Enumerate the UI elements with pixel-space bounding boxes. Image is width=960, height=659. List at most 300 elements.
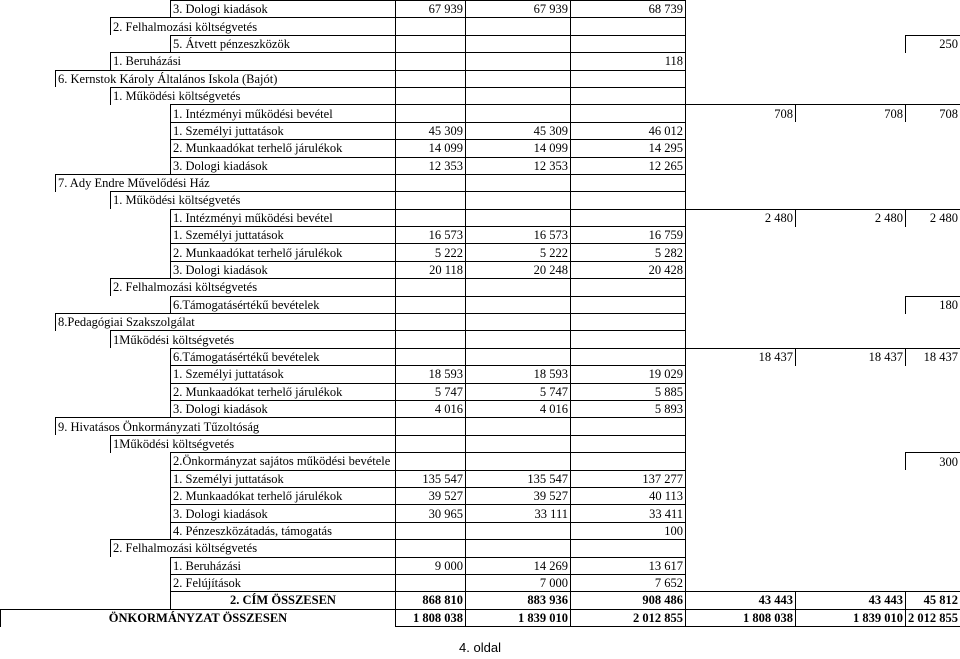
value-cell-col6: [906, 418, 960, 435]
value-cell-col1: [396, 540, 466, 557]
value-cell-col6: [906, 1, 960, 18]
value-cell-col5: [796, 366, 906, 383]
value-cell-col5: [796, 35, 906, 52]
table-row: [1, 453, 960, 470]
value-cell-col4: [686, 470, 796, 487]
table-row: [1, 557, 960, 574]
value-cell-col1: 30 965: [396, 505, 466, 522]
value-cell-col3: 118: [571, 53, 686, 70]
table-row: [1, 105, 960, 122]
value-cell-col3: 100: [571, 522, 686, 539]
value-cell-col1: [396, 348, 466, 365]
value-cell-col6: 2 480: [906, 209, 960, 226]
value-cell-col1: [396, 314, 466, 331]
indent-cell: [56, 227, 111, 244]
value-cell-col2: 7 000: [466, 574, 571, 591]
value-cell-col5: [796, 244, 906, 261]
value-cell-col3: 908 486: [571, 592, 686, 609]
row-label: 4. Pénzeszközátadás, támogatás: [171, 522, 396, 539]
value-cell-col3: [571, 418, 686, 435]
value-cell-col3: 20 428: [571, 261, 686, 278]
value-cell-col3: [571, 435, 686, 452]
indent-cell: [56, 53, 111, 70]
value-cell-col5: 43 443: [796, 592, 906, 609]
value-cell-col1: 4 016: [396, 400, 466, 417]
value-cell-col4: 18 437: [686, 348, 796, 365]
value-cell-col6: 2 012 855: [906, 609, 960, 626]
value-cell-col3: 12 265: [571, 157, 686, 174]
value-cell-col2: 4 016: [466, 400, 571, 417]
value-cell-col2: 135 547: [466, 470, 571, 487]
row-label: 2. Munkaadókat terhelő járulékok: [171, 383, 396, 400]
value-cell-col4: [686, 574, 796, 591]
value-cell-col3: 33 411: [571, 505, 686, 522]
indent-cell: [1, 53, 56, 70]
value-cell-col2: 67 939: [466, 1, 571, 18]
value-cell-col3: 13 617: [571, 557, 686, 574]
indent-cell: [1, 209, 56, 226]
value-cell-col6: [906, 244, 960, 261]
value-cell-col1: 16 573: [396, 227, 466, 244]
indent-cell: [111, 487, 171, 504]
indent-cell: [1, 540, 56, 557]
value-cell-col5: [796, 557, 906, 574]
value-cell-col1: [396, 453, 466, 470]
value-cell-col3: 5 282: [571, 244, 686, 261]
value-cell-col4: [686, 400, 796, 417]
row-label: 2. Munkaadókat terhelő járulékok: [171, 244, 396, 261]
indent-cell: [1, 279, 56, 296]
value-cell-col3: [571, 192, 686, 209]
row-label: 8.Pedagógiai Szakszolgálat: [56, 314, 396, 331]
row-label: 1Működési költségvetés: [111, 331, 396, 348]
value-cell-col1: [396, 53, 466, 70]
table-row: [1, 1, 960, 18]
indent-cell: [1, 157, 56, 174]
table-row: [1, 87, 960, 104]
value-cell-col4: 708: [686, 105, 796, 122]
value-cell-col4: [686, 557, 796, 574]
value-cell-col2: 14 269: [466, 557, 571, 574]
indent-cell: [56, 383, 111, 400]
indent-cell: [1, 557, 56, 574]
value-cell-col2: 1 839 010: [466, 609, 571, 626]
indent-cell: [56, 574, 111, 591]
value-cell-col2: [466, 53, 571, 70]
indent-cell: [1, 348, 56, 365]
row-label: 1. Működési költségvetés: [111, 87, 396, 104]
value-cell-col1: [396, 435, 466, 452]
value-cell-col6: [906, 487, 960, 504]
value-cell-col5: [796, 331, 906, 348]
indent-cell: [111, 157, 171, 174]
indent-cell: [111, 557, 171, 574]
indent-cell: [56, 35, 111, 52]
indent-cell: [1, 174, 56, 191]
value-cell-col4: [686, 53, 796, 70]
value-cell-col2: [466, 331, 571, 348]
indent-cell: [56, 157, 111, 174]
value-cell-col4: [686, 383, 796, 400]
value-cell-col2: [466, 105, 571, 122]
value-cell-col2: [466, 18, 571, 35]
value-cell-col2: [466, 435, 571, 452]
indent-cell: [111, 35, 171, 52]
value-cell-col5: [796, 453, 906, 470]
value-cell-col2: 5 747: [466, 383, 571, 400]
value-cell-col4: [686, 227, 796, 244]
value-cell-col4: [686, 70, 796, 87]
value-cell-col2: [466, 209, 571, 226]
row-label: 2.Önkormányzat sajátos működési bevétele: [171, 453, 396, 470]
indent-cell: [111, 505, 171, 522]
value-cell-col2: [466, 348, 571, 365]
table-row: [1, 400, 960, 417]
table-row: [1, 18, 960, 35]
row-label: 7. Ady Endre Művelődési Ház: [56, 174, 396, 191]
indent-cell: [56, 505, 111, 522]
row-label: 1. Személyi juttatások: [171, 227, 396, 244]
indent-cell: [56, 105, 111, 122]
value-cell-col1: 135 547: [396, 470, 466, 487]
indent-cell: [56, 87, 111, 104]
row-label: 2. Felújítások: [171, 574, 396, 591]
value-cell-col6: 45 812: [906, 592, 960, 609]
value-cell-col1: 5 222: [396, 244, 466, 261]
value-cell-col5: [796, 192, 906, 209]
value-cell-col3: 19 029: [571, 366, 686, 383]
value-cell-col5: 18 437: [796, 348, 906, 365]
indent-cell: [1, 505, 56, 522]
value-cell-col4: [686, 140, 796, 157]
value-cell-col2: [466, 522, 571, 539]
table-row: [1, 261, 960, 278]
value-cell-col1: [396, 418, 466, 435]
indent-cell: [1, 261, 56, 278]
table-row: [1, 70, 960, 87]
value-cell-col2: 883 936: [466, 592, 571, 609]
indent-cell: [1, 400, 56, 417]
table-row: [1, 505, 960, 522]
page-number: 4. oldal: [459, 640, 501, 655]
table-row: [1, 487, 960, 504]
value-cell-col6: 708: [906, 105, 960, 122]
value-cell-col5: 2 480: [796, 209, 906, 226]
value-cell-col6: [906, 53, 960, 70]
indent-cell: [1, 592, 56, 609]
indent-cell: [111, 209, 171, 226]
table-row: [1, 279, 960, 296]
value-cell-col5: [796, 522, 906, 539]
value-cell-col3: [571, 35, 686, 52]
value-cell-col4: [686, 192, 796, 209]
value-cell-col6: 180: [906, 296, 960, 313]
row-label: 2. Felhalmozási költségvetés: [111, 540, 396, 557]
value-cell-col5: [796, 122, 906, 139]
value-cell-col2: [466, 87, 571, 104]
value-cell-col5: [796, 18, 906, 35]
value-cell-col5: [796, 53, 906, 70]
indent-cell: [56, 244, 111, 261]
indent-cell: [111, 592, 171, 609]
indent-cell: [111, 574, 171, 591]
value-cell-col1: 12 353: [396, 157, 466, 174]
indent-cell: [1, 366, 56, 383]
value-cell-col3: 14 295: [571, 140, 686, 157]
value-cell-col3: [571, 453, 686, 470]
indent-cell: [56, 348, 111, 365]
table-row: [1, 470, 960, 487]
value-cell-col3: 16 759: [571, 227, 686, 244]
value-cell-col4: [686, 540, 796, 557]
indent-cell: [56, 279, 111, 296]
value-cell-col3: [571, 314, 686, 331]
value-cell-col3: [571, 296, 686, 313]
value-cell-col5: 708: [796, 105, 906, 122]
indent-cell: [56, 592, 111, 609]
value-cell-col6: [906, 261, 960, 278]
value-cell-col5: [796, 418, 906, 435]
value-cell-col4: [686, 505, 796, 522]
value-cell-col1: 67 939: [396, 1, 466, 18]
indent-cell: [111, 140, 171, 157]
value-cell-col5: [796, 70, 906, 87]
table-row: [1, 366, 960, 383]
indent-cell: [56, 435, 111, 452]
table-row: [1, 140, 960, 157]
row-label: 6.Támogatásértékű bevételek: [171, 296, 396, 313]
value-cell-col1: 39 527: [396, 487, 466, 504]
value-cell-col1: [396, 35, 466, 52]
total-row: [1, 609, 960, 626]
value-cell-col6: [906, 435, 960, 452]
value-cell-col2: [466, 540, 571, 557]
value-cell-col5: [796, 470, 906, 487]
indent-cell: [1, 435, 56, 452]
value-cell-col6: 18 437: [906, 348, 960, 365]
value-cell-col4: [686, 35, 796, 52]
value-cell-col3: 2 012 855: [571, 609, 686, 626]
total-row: [1, 592, 960, 609]
value-cell-col3: 40 113: [571, 487, 686, 504]
value-cell-col6: [906, 227, 960, 244]
value-cell-col5: [796, 400, 906, 417]
value-cell-col4: [686, 174, 796, 191]
value-cell-col4: [686, 244, 796, 261]
indent-cell: [56, 209, 111, 226]
value-cell-col3: [571, 174, 686, 191]
indent-cell: [1, 105, 56, 122]
value-cell-col4: [686, 1, 796, 18]
indent-cell: [56, 400, 111, 417]
indent-cell: [56, 557, 111, 574]
indent-cell: [111, 261, 171, 278]
value-cell-col6: [906, 540, 960, 557]
indent-cell: [111, 122, 171, 139]
row-label: 9. Hivatásos Önkormányzati Tűzoltóság: [56, 418, 396, 435]
row-label: 1. Intézményi működési bevétel: [171, 209, 396, 226]
value-cell-col2: 39 527: [466, 487, 571, 504]
value-cell-col4: [686, 87, 796, 104]
value-cell-col4: [686, 296, 796, 313]
value-cell-col4: [686, 522, 796, 539]
value-cell-col2: 12 353: [466, 157, 571, 174]
value-cell-col3: [571, 18, 686, 35]
indent-cell: [56, 487, 111, 504]
indent-cell: [1, 122, 56, 139]
value-cell-col6: [906, 522, 960, 539]
indent-cell: [111, 348, 171, 365]
table-row: [1, 383, 960, 400]
value-cell-col4: [686, 18, 796, 35]
value-cell-col5: [796, 157, 906, 174]
value-cell-col4: [686, 261, 796, 278]
indent-cell: [56, 192, 111, 209]
value-cell-col2: [466, 192, 571, 209]
value-cell-col4: [686, 453, 796, 470]
row-label: 2. CÍM ÖSSZESEN: [171, 592, 396, 609]
row-label: 2. Felhalmozási költségvetés: [111, 18, 396, 35]
indent-cell: [1, 453, 56, 470]
row-label: 1. Beruházási: [171, 557, 396, 574]
row-label: 2. Felhalmozási költségvetés: [111, 279, 396, 296]
value-cell-col2: 14 099: [466, 140, 571, 157]
value-cell-col4: [686, 366, 796, 383]
indent-cell: [1, 192, 56, 209]
row-label: 1. Személyi juttatások: [171, 366, 396, 383]
value-cell-col5: [796, 505, 906, 522]
table-row: [1, 35, 960, 52]
indent-cell: [56, 122, 111, 139]
value-cell-col5: [796, 487, 906, 504]
value-cell-col3: [571, 331, 686, 348]
value-cell-col1: [396, 18, 466, 35]
value-cell-col3: [571, 70, 686, 87]
value-cell-col3: 7 652: [571, 574, 686, 591]
value-cell-col2: [466, 453, 571, 470]
value-cell-col3: [571, 279, 686, 296]
value-cell-col3: 46 012: [571, 122, 686, 139]
indent-cell: [1, 70, 56, 87]
value-cell-col4: 1 808 038: [686, 609, 796, 626]
indent-cell: [1, 244, 56, 261]
value-cell-col1: [396, 192, 466, 209]
indent-cell: [1, 227, 56, 244]
value-cell-col6: [906, 192, 960, 209]
row-label: 1. Beruházási: [111, 53, 396, 70]
indent-cell: [56, 366, 111, 383]
table-row: [1, 574, 960, 591]
table-row: [1, 348, 960, 365]
value-cell-col4: 43 443: [686, 592, 796, 609]
value-cell-col5: [796, 140, 906, 157]
value-cell-col5: [796, 314, 906, 331]
value-cell-col2: 16 573: [466, 227, 571, 244]
row-label: 6. Kernstok Károly Általános Iskola (Bajót): [56, 70, 396, 87]
value-cell-col1: [396, 279, 466, 296]
indent-cell: [1, 470, 56, 487]
value-cell-col6: [906, 505, 960, 522]
value-cell-col5: [796, 540, 906, 557]
indent-cell: [1, 35, 56, 52]
value-cell-col2: [466, 35, 571, 52]
value-cell-col1: 1 808 038: [396, 609, 466, 626]
indent-cell: [56, 540, 111, 557]
value-cell-col6: [906, 18, 960, 35]
value-cell-col2: [466, 174, 571, 191]
table-row: [1, 174, 960, 191]
value-cell-col6: [906, 383, 960, 400]
value-cell-col2: [466, 296, 571, 313]
indent-cell: [56, 140, 111, 157]
value-cell-col5: [796, 87, 906, 104]
value-cell-col1: [396, 105, 466, 122]
value-cell-col1: [396, 174, 466, 191]
table-row: [1, 192, 960, 209]
indent-cell: [111, 296, 171, 313]
indent-cell: [1, 87, 56, 104]
value-cell-col2: [466, 279, 571, 296]
indent-cell: [1, 522, 56, 539]
value-cell-col2: 20 248: [466, 261, 571, 278]
value-cell-col3: 68 739: [571, 1, 686, 18]
value-cell-col2: 5 222: [466, 244, 571, 261]
value-cell-col2: 33 111: [466, 505, 571, 522]
table-row: [1, 53, 960, 70]
value-cell-col4: [686, 122, 796, 139]
value-cell-col1: 18 593: [396, 366, 466, 383]
indent-cell: [56, 296, 111, 313]
value-cell-col1: 45 309: [396, 122, 466, 139]
value-cell-col5: [796, 574, 906, 591]
value-cell-col6: [906, 400, 960, 417]
value-cell-col4: [686, 487, 796, 504]
value-cell-col5: [796, 435, 906, 452]
row-label: 3. Dologi kiadások: [171, 157, 396, 174]
value-cell-col1: [396, 331, 466, 348]
indent-cell: [56, 1, 111, 18]
table-row: [1, 435, 960, 452]
table-row: [1, 296, 960, 313]
table-row: [1, 522, 960, 539]
indent-cell: [111, 366, 171, 383]
row-label: 3. Dologi kiadások: [171, 1, 396, 18]
value-cell-col6: [906, 470, 960, 487]
value-cell-col6: [906, 157, 960, 174]
row-label: 3. Dologi kiadások: [171, 505, 396, 522]
value-cell-col3: [571, 105, 686, 122]
row-label: 3. Dologi kiadások: [171, 261, 396, 278]
value-cell-col3: 5 885: [571, 383, 686, 400]
row-label: 1. Működési költségvetés: [111, 192, 396, 209]
indent-cell: [111, 522, 171, 539]
indent-cell: [56, 470, 111, 487]
indent-cell: [1, 383, 56, 400]
indent-cell: [1, 18, 56, 35]
value-cell-col6: [906, 557, 960, 574]
value-cell-col2: [466, 314, 571, 331]
value-cell-col6: [906, 279, 960, 296]
value-cell-col3: [571, 348, 686, 365]
indent-cell: [1, 314, 56, 331]
row-label: 5. Átvett pénzeszközök: [171, 35, 396, 52]
value-cell-col1: [396, 296, 466, 313]
value-cell-col3: 137 277: [571, 470, 686, 487]
row-label: 1. Intézményi működési bevétel: [171, 105, 396, 122]
value-cell-col2: 45 309: [466, 122, 571, 139]
value-cell-col5: [796, 383, 906, 400]
value-cell-col6: [906, 174, 960, 191]
